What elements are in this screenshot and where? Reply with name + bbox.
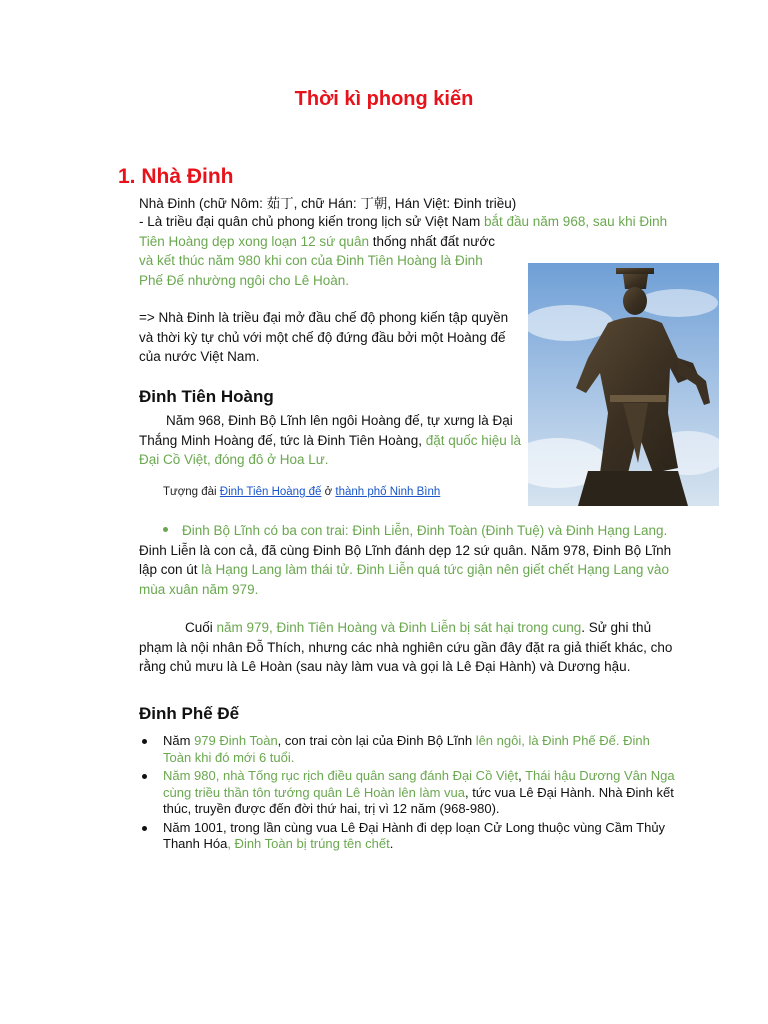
paragraph-text: Đinh Liễn là con cả, đã cùng Đinh Bộ Lĩnh đánh dẹp 12 sứ quân. Năm 978, Đinh Bộ Lĩnh lập con út <box>139 542 672 577</box>
bullet-sons <box>139 521 679 599</box>
intro-line: Nhà Đinh (chữ Nôm: 茹丁, chữ Hán: 丁朝, Hán Việt: Đinh triều) <box>139 196 517 211</box>
list-item <box>139 733 679 766</box>
bullet-assassination <box>139 618 679 677</box>
paragraph-text: thống nhất đất nước <box>368 233 495 249</box>
highlight-text: 979 Đinh Toàn <box>194 733 278 748</box>
highlight-text: Đinh Bộ Lĩnh có ba con trai: Đinh Liễn, Đinh Toàn (Đinh Tuệ) và Đinh Hạng Lang. <box>182 523 668 538</box>
paragraph-text: Năm 1001, trong lần cùng vua Lê Đại Hành đi dẹp loạn Cử Long thuộc vùng Cầm Thủy Thanh Hóa <box>163 819 666 851</box>
caption-link-dinh-tien-hoang[interactable]: Đinh Tiên Hoàng đế <box>219 486 322 498</box>
statue-image <box>528 263 719 506</box>
caption-link-ninh-binh[interactable]: thành phố Ninh Bình <box>335 486 441 498</box>
dinh-phe-de-list <box>139 733 679 855</box>
paragraph-conclusion: => Nhà Đinh là triều đại mở đầu chế độ phong kiến tập quyền và thời kỳ tự chủ với một chế độ đứng đầu bởi một Hoàng đế của nước Việt Nam. <box>139 310 509 364</box>
highlight-text: và kết thúc năm 980 khi con của Đinh Tiên Hoàng là Đinh Phế Đế nhường ngôi cho Lê Hoàn. <box>139 253 483 288</box>
paragraph-text: Năm <box>163 733 195 748</box>
highlight-text: bắt đầu năm 968, sau khi Đinh Tiên Hoàng dẹp xong loạn 12 sứ quân <box>139 214 668 249</box>
highlight-text: Đinh Liễn quá tức giận nên giết chết Hạng Lang vào mùa xuân năm 979. <box>139 562 669 597</box>
highlight-text: lên ngôi, là Đinh Phế Đế. Đinh Toàn khi đó mới 6 tuổi. <box>163 733 650 765</box>
paragraph-dinh-tien-hoang <box>139 411 524 470</box>
caption-text: ở <box>321 486 336 498</box>
highlight-text: Thái hậu Dương Vân Nga cùng triều thần tôn tướng quân Lê Hoàn lên làm vua <box>163 768 675 800</box>
paragraph-text: . <box>389 836 394 851</box>
section-heading-nha-dinh: 1. Nhà Đinh <box>118 165 234 188</box>
paragraph-text: , con trai còn lại của Đinh Bộ Lĩnh <box>277 733 476 748</box>
paragraph-text: , tức vua Lê Đại Hành. Nhà Đinh kết thúc, truyền được đến đời thứ hai, trị vì 12 năm (968-980). <box>163 784 674 816</box>
highlight-text: đặt quốc hiệu là Đại Cồ Việt, đóng đô ở Hoa Lư. <box>139 432 522 467</box>
subheading-dinh-phe-de: Đinh Phế Đế <box>139 704 240 723</box>
highlight-text: Năm 980, nhà Tống rục rịch điều quân sang đánh Đại Cồ Việt <box>163 768 519 783</box>
subheading-dinh-tien-hoang: Đinh Tiên Hoàng <box>139 387 274 406</box>
bullet-icon <box>163 527 168 532</box>
highlight-text: là Hạng Lang làm thái tử. <box>201 562 353 577</box>
highlight-text: , Đinh Toàn bị trúng tên chết <box>227 836 390 851</box>
paragraph-text: Cuối <box>185 620 217 635</box>
paragraph-text: - Là triều đại quân chủ phong kiến trong lịch sử Việt Nam <box>139 214 484 229</box>
list-item <box>139 768 679 818</box>
page-title: Thời kì phong kiến <box>294 88 474 110</box>
paragraph-text: . Sử ghi thủ phạm là nội nhân Đỗ Thích, nhưng các nhà nghiên cứu gần đây đặt ra giả thiết khác, cho rằng chủ mưu là Lê Hoàn (sau này làm vua và gọi là Lê Đại Hành) và Dương hậu. <box>139 620 673 674</box>
paragraph-text: Năm 968, Đinh Bộ Lĩnh lên ngôi Hoàng đế, tự xưng là Đại Thắng Minh Hoàng đế, tức là Đinh Tiên Hoàng, <box>139 413 513 448</box>
caption-text: Tượng đài <box>163 486 220 498</box>
image-caption <box>163 486 440 498</box>
list-item <box>139 820 679 853</box>
highlight-text: năm 979, Đinh Tiên Hoàng và Đinh Liễn bị sát hại trong cung <box>216 620 582 635</box>
paragraph-text: , <box>518 768 526 783</box>
